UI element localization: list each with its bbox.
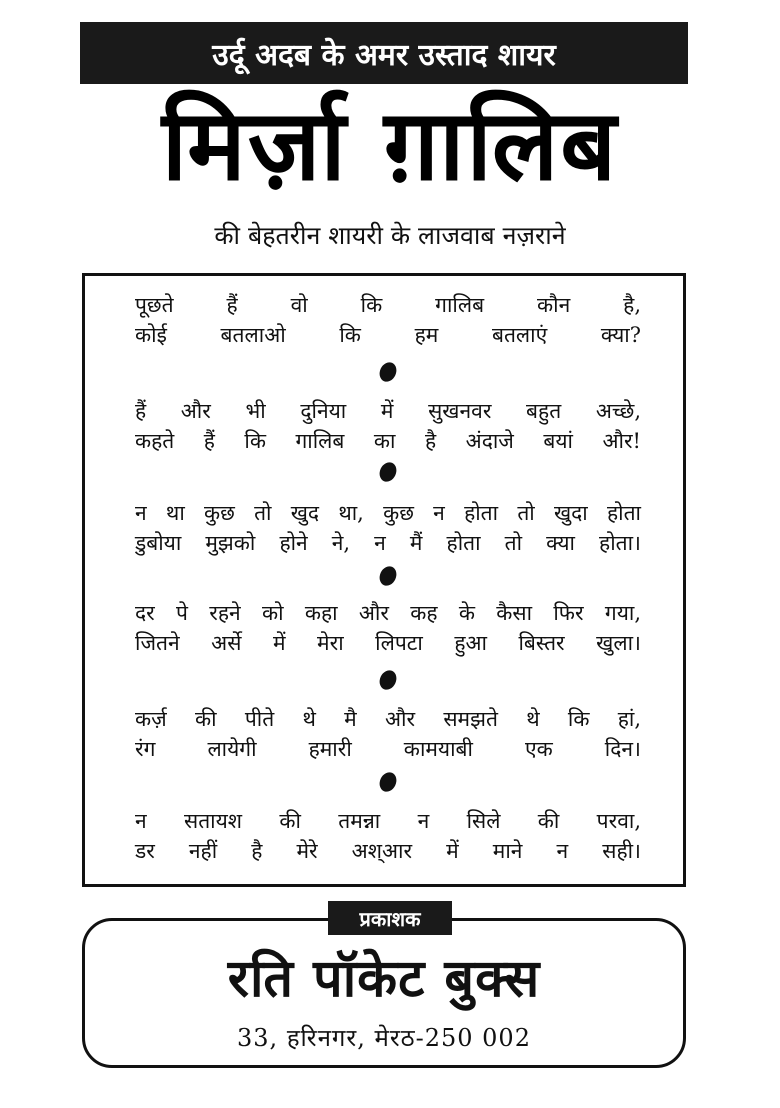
couplet-line: न था कुछ तो खुद था, कुछ न होता तो खुदा होता — [135, 501, 641, 525]
couplet-line: जितने अर्से में मेरा लिपटा हुआ बिस्तर खुला। — [135, 631, 641, 655]
couplet-4 — [135, 598, 641, 658]
couplet-line: कोई बतलाओ कि हम बतलाएं क्या? — [135, 323, 641, 347]
couplet-line: डर नहीं है मेरे अश्आर में माने न सही। — [135, 839, 641, 863]
couplet-line: कर्ज़ की पीते थे मै और समझते थे कि हां, — [135, 707, 641, 731]
separator-dot — [377, 668, 400, 693]
top-banner — [80, 22, 688, 84]
couplet-line: हैं और भी दुनिया में सुखनवर बहुत अच्छे, — [135, 399, 641, 423]
publisher-address: 33, हरिनगर, मेरठ-250 002 — [237, 1024, 531, 1052]
couplet-2 — [135, 396, 641, 456]
couplet-line: पूछते हैं वो कि गालिब कौन है, — [135, 293, 641, 317]
couplet-line: दर पे रहने को कहा और कह के कैसा फिर गया, — [135, 601, 641, 625]
couplet-line: कहते हैं कि गालिब का है अंदाजे बयां और! — [135, 429, 641, 453]
separator-dot — [377, 564, 400, 589]
publisher-box — [82, 918, 686, 1068]
couplet-line: डुबोया मुझको होने ने, न मैं होता तो क्या होता। — [135, 531, 641, 555]
separator-dot — [377, 360, 400, 385]
banner-text: उर्दू अदब के अमर उस्ताद शायर — [212, 37, 556, 73]
couplet-3 — [135, 498, 641, 558]
separator-dot — [377, 460, 400, 485]
book-subtitle: की बेहतरीन शायरी के लाजवाब नज़राने — [214, 221, 566, 250]
publisher-tag — [328, 901, 452, 935]
publisher-name: रति पॉकेट बुक्स — [227, 949, 541, 1009]
couplet-6 — [135, 806, 641, 866]
couplet-1 — [135, 290, 641, 350]
book-title: मिर्ज़ा ग़ालिब — [161, 89, 619, 203]
verse-box — [82, 273, 686, 887]
separator-dot — [377, 770, 400, 795]
couplet-line: न सतायश की तमन्ना न सिले की परवा, — [135, 809, 641, 833]
publisher-tag-text: प्रकाशक — [359, 906, 421, 931]
couplet-5 — [135, 704, 641, 764]
couplet-line: रंग लायेगी हमारी कामयाबी एक दिन। — [135, 737, 641, 761]
